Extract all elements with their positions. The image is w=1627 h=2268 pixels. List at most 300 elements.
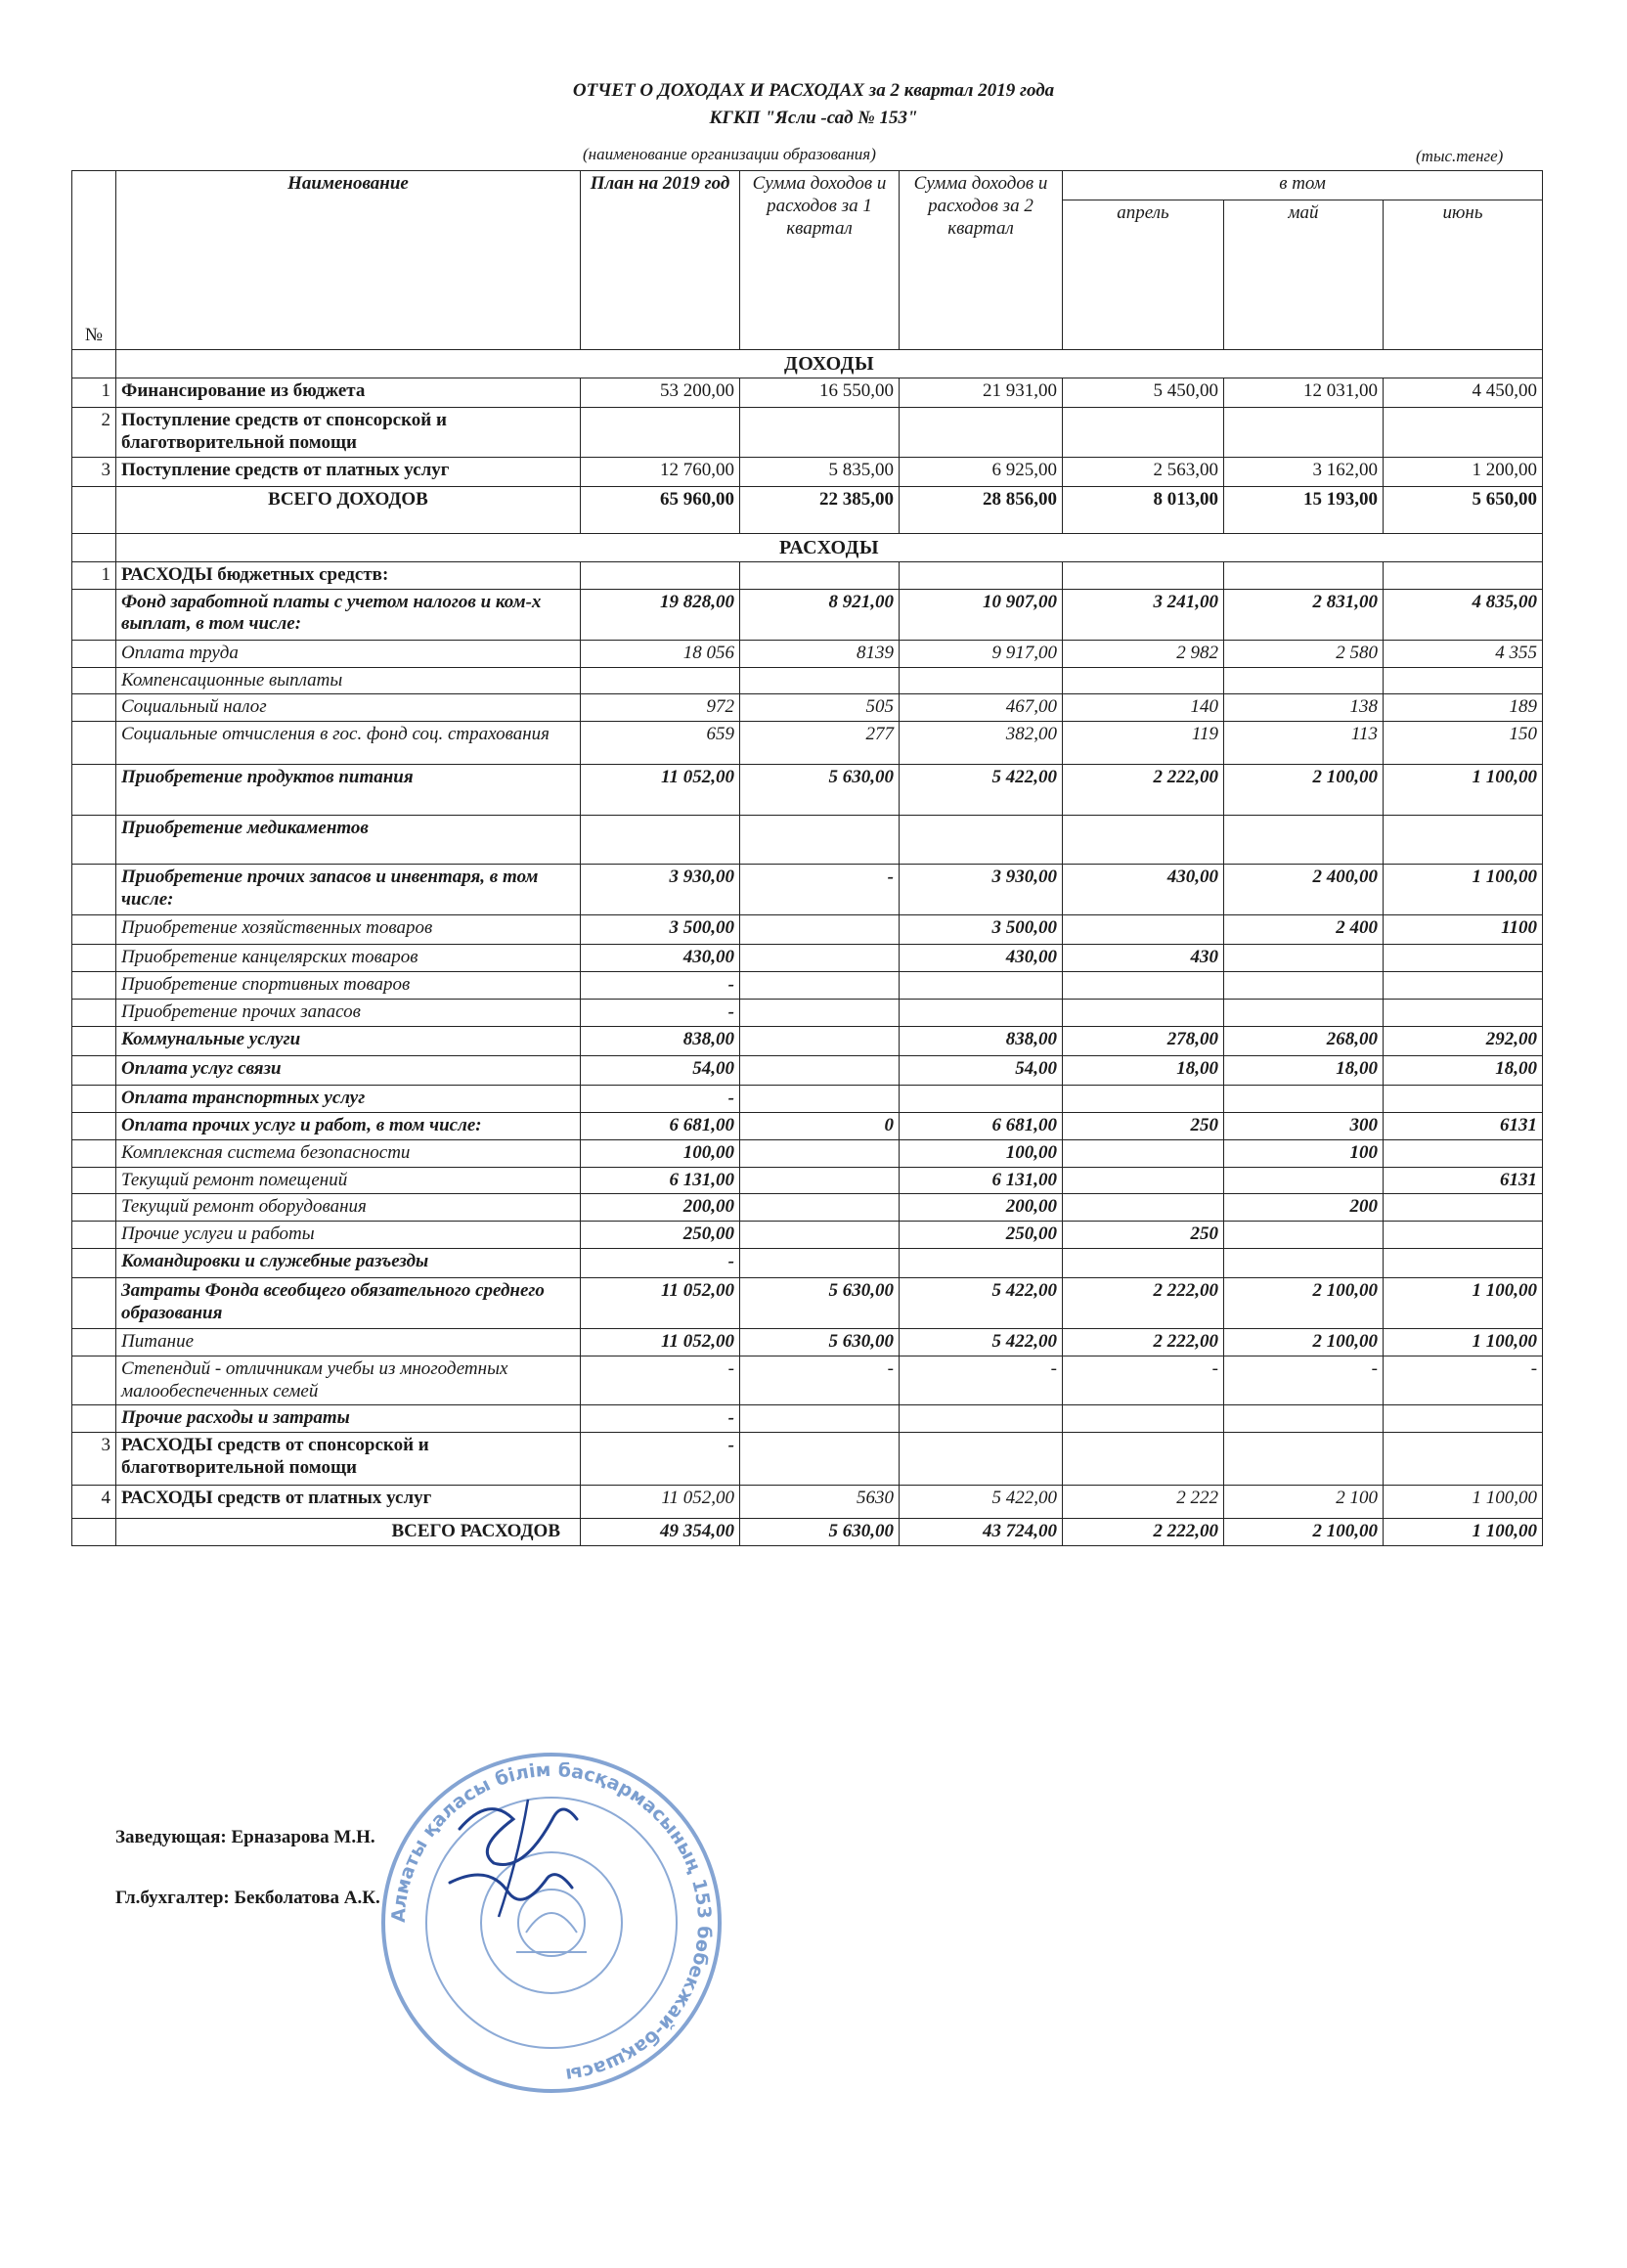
row-value-q2: 5 422,00 xyxy=(900,765,1063,816)
row-value-jun xyxy=(1384,1222,1543,1249)
income-rows xyxy=(72,378,1543,487)
row-value-q2 xyxy=(900,1248,1063,1277)
row-value-q2 xyxy=(900,408,1063,458)
expense-row xyxy=(72,865,1543,915)
income-total-april: 8 013,00 xyxy=(1063,486,1224,533)
row-value-q2 xyxy=(900,816,1063,865)
row-value-q1: 277 xyxy=(740,722,900,765)
expense-row xyxy=(72,1248,1543,1277)
row-value-may: 3 162,00 xyxy=(1224,457,1384,486)
row-value-jun xyxy=(1384,1433,1543,1486)
row-name: Компенсационные выплаты xyxy=(116,667,581,694)
expense-row xyxy=(72,640,1543,667)
row-number xyxy=(72,667,116,694)
row-value-plan: 430,00 xyxy=(581,945,740,972)
row-value-apr xyxy=(1063,1248,1224,1277)
row-value-jun xyxy=(1384,561,1543,589)
row-value-apr xyxy=(1063,1139,1224,1167)
income-row xyxy=(72,408,1543,458)
row-value-jun xyxy=(1384,1000,1543,1027)
row-value-plan: 11 052,00 xyxy=(581,1486,740,1519)
row-value-jun xyxy=(1384,1248,1543,1277)
income-row xyxy=(72,457,1543,486)
expense-row xyxy=(72,667,1543,694)
row-value-plan xyxy=(581,561,740,589)
row-value-plan: 54,00 xyxy=(581,1056,740,1086)
row-value-apr: 250 xyxy=(1063,1112,1224,1139)
row-value-plan: 3 930,00 xyxy=(581,865,740,915)
row-value-q1: 5 630,00 xyxy=(740,1277,900,1328)
row-value-may xyxy=(1224,1248,1384,1277)
income-total-plan: 65 960,00 xyxy=(581,486,740,533)
row-value-q2 xyxy=(900,561,1063,589)
income-total-q1: 22 385,00 xyxy=(740,486,900,533)
row-number: 1 xyxy=(72,561,116,589)
row-value-apr: 140 xyxy=(1063,694,1224,722)
expense-row xyxy=(72,1433,1543,1486)
row-value-plan: - xyxy=(581,1086,740,1113)
expense-row xyxy=(72,1139,1543,1167)
row-name: Текущий ремонт оборудования xyxy=(116,1194,581,1222)
expense-section-row xyxy=(72,533,1543,561)
row-value-jun xyxy=(1384,945,1543,972)
row-number xyxy=(72,1277,116,1328)
row-value-may: 300 xyxy=(1224,1112,1384,1139)
row-value-q2: 10 907,00 xyxy=(900,589,1063,640)
row-value-q2: 6 925,00 xyxy=(900,457,1063,486)
row-name: Питание xyxy=(116,1328,581,1356)
expense-row xyxy=(72,1405,1543,1433)
row-value-plan: 19 828,00 xyxy=(581,589,740,640)
row-value-q1: - xyxy=(740,1356,900,1405)
expense-rows xyxy=(72,561,1543,1519)
row-name: Финансирование из бюджета xyxy=(116,378,581,408)
row-value-q1: 16 550,00 xyxy=(740,378,900,408)
col-may-header: май xyxy=(1224,200,1384,350)
row-value-jun: 6131 xyxy=(1384,1112,1543,1139)
row-value-q2 xyxy=(900,1000,1063,1027)
row-number xyxy=(72,1328,116,1356)
row-value-jun: 1100 xyxy=(1384,915,1543,945)
row-value-apr xyxy=(1063,972,1224,1000)
expense-row xyxy=(72,1222,1543,1249)
row-value-q2: 250,00 xyxy=(900,1222,1063,1249)
accountant-signature-line: Гл.бухгалтер: Бекболатова А.К. xyxy=(115,1888,380,1908)
row-value-may: 2 100 xyxy=(1224,1486,1384,1519)
row-value-q2: 6 131,00 xyxy=(900,1167,1063,1194)
expense-total-april: 2 222,00 xyxy=(1063,1519,1224,1546)
row-name: Социальные отчисления в гос. фонд соц. страхования xyxy=(116,722,581,765)
stamp-text: Алматы қаласы білім басқармасының 153 бөбекжай-бақшасы xyxy=(387,1758,716,2086)
row-value-jun: - xyxy=(1384,1356,1543,1405)
row-number xyxy=(72,722,116,765)
row-value-q1 xyxy=(740,1222,900,1249)
col-q1-header: Сумма доходов и расходов за 1 квартал xyxy=(740,171,900,350)
expense-total-june: 1 100,00 xyxy=(1384,1519,1543,1546)
row-value-q1: 8 921,00 xyxy=(740,589,900,640)
row-value-q1 xyxy=(740,945,900,972)
expense-total-plan: 49 354,00 xyxy=(581,1519,740,1546)
row-value-may: 2 580 xyxy=(1224,640,1384,667)
row-value-q2: 54,00 xyxy=(900,1056,1063,1086)
row-value-may: 2 400,00 xyxy=(1224,865,1384,915)
header-row-1 xyxy=(72,171,1543,200)
expense-row xyxy=(72,1356,1543,1405)
row-name: Оплата труда xyxy=(116,640,581,667)
row-name: Приобретение спортивных товаров xyxy=(116,972,581,1000)
row-value-jun: 1 100,00 xyxy=(1384,1328,1543,1356)
row-value-may: 12 031,00 xyxy=(1224,378,1384,408)
income-total-may: 15 193,00 xyxy=(1224,486,1384,533)
row-name-rest: бюджетных средств: xyxy=(212,563,389,585)
row-value-may xyxy=(1224,408,1384,458)
row-value-may: 2 100,00 xyxy=(1224,1277,1384,1328)
row-value-apr: 2 222 xyxy=(1063,1486,1224,1519)
row-number xyxy=(72,915,116,945)
row-value-may: 2 100,00 xyxy=(1224,1328,1384,1356)
row-value-q2: 200,00 xyxy=(900,1194,1063,1222)
expense-total-row xyxy=(72,1519,1543,1546)
row-name: Коммунальные услуги xyxy=(116,1027,581,1056)
row-value-may xyxy=(1224,561,1384,589)
expense-row xyxy=(72,1056,1543,1086)
row-value-q2 xyxy=(900,667,1063,694)
row-number xyxy=(72,1112,116,1139)
row-value-q1 xyxy=(740,1000,900,1027)
row-value-plan: 53 200,00 xyxy=(581,378,740,408)
col-q2-header: Сумма доходов и расходов за 2 квартал xyxy=(900,171,1063,350)
row-value-jun: 1 100,00 xyxy=(1384,865,1543,915)
row-number: 2 xyxy=(72,408,116,458)
row-value-may xyxy=(1224,972,1384,1000)
row-value-q2: 3 930,00 xyxy=(900,865,1063,915)
row-value-plan: 11 052,00 xyxy=(581,765,740,816)
income-total-label: ВСЕГО ДОХОДОВ xyxy=(116,486,581,533)
row-number xyxy=(72,765,116,816)
row-value-jun xyxy=(1384,1086,1543,1113)
row-number xyxy=(72,1194,116,1222)
row-value-plan: - xyxy=(581,1405,740,1433)
row-number: 4 xyxy=(72,1486,116,1519)
row-value-plan: - xyxy=(581,1000,740,1027)
row-name: Прочие услуги и работы xyxy=(116,1222,581,1249)
row-value-may: 100 xyxy=(1224,1139,1384,1167)
row-value-apr xyxy=(1063,1000,1224,1027)
row-value-may xyxy=(1224,1000,1384,1027)
expense-row xyxy=(72,1328,1543,1356)
row-value-plan: 6 131,00 xyxy=(581,1167,740,1194)
row-value-q1 xyxy=(740,1248,900,1277)
row-value-q1: 0 xyxy=(740,1112,900,1139)
row-value-apr: 278,00 xyxy=(1063,1027,1224,1056)
row-value-jun: 1 100,00 xyxy=(1384,765,1543,816)
row-value-q1: 5 630,00 xyxy=(740,765,900,816)
row-value-apr: 3 241,00 xyxy=(1063,589,1224,640)
row-name xyxy=(116,561,581,589)
row-value-q1 xyxy=(740,1086,900,1113)
row-value-jun xyxy=(1384,1405,1543,1433)
row-value-jun: 18,00 xyxy=(1384,1056,1543,1086)
row-name: Приобретение медикаментов xyxy=(116,816,581,865)
row-value-jun: 1 100,00 xyxy=(1384,1277,1543,1328)
row-name: Поступление средств от спонсорской и благотворительной помощи xyxy=(116,408,581,458)
row-value-may: - xyxy=(1224,1356,1384,1405)
row-value-q2: 838,00 xyxy=(900,1027,1063,1056)
row-value-q2 xyxy=(900,1086,1063,1113)
row-value-q1 xyxy=(740,667,900,694)
row-name-rest: средств от платных услуг xyxy=(212,1488,432,1509)
row-name-emphasis: РАСХОДЫ xyxy=(121,1435,213,1456)
row-value-q1 xyxy=(740,1433,900,1486)
row-value-jun: 1 200,00 xyxy=(1384,457,1543,486)
report-table xyxy=(71,170,1543,1546)
row-value-may xyxy=(1224,1433,1384,1486)
row-number xyxy=(72,945,116,972)
row-value-apr: 2 222,00 xyxy=(1063,765,1224,816)
row-name: Приобретение канцелярских товаров xyxy=(116,945,581,972)
row-value-plan: 200,00 xyxy=(581,1194,740,1222)
row-value-apr xyxy=(1063,915,1224,945)
row-number xyxy=(72,589,116,640)
row-name: Приобретение хозяйственных товаров xyxy=(116,915,581,945)
row-number xyxy=(72,694,116,722)
expense-row xyxy=(72,945,1543,972)
row-value-may: 113 xyxy=(1224,722,1384,765)
row-value-apr: 2 982 xyxy=(1063,640,1224,667)
row-name: Приобретение прочих запасов и инвентаря, в том числе: xyxy=(116,865,581,915)
row-value-q1: 505 xyxy=(740,694,900,722)
row-value-q1 xyxy=(740,1027,900,1056)
row-value-plan: 972 xyxy=(581,694,740,722)
row-value-q2: 5 422,00 xyxy=(900,1328,1063,1356)
row-value-plan: 3 500,00 xyxy=(581,915,740,945)
row-value-jun xyxy=(1384,816,1543,865)
row-value-apr: 18,00 xyxy=(1063,1056,1224,1086)
row-value-may xyxy=(1224,1086,1384,1113)
row-value-q1 xyxy=(740,1405,900,1433)
row-value-apr: 2 222,00 xyxy=(1063,1328,1224,1356)
row-name: Степендий - отличникам учебы из многодетных малообеспеченных семей xyxy=(116,1356,581,1405)
row-value-plan: - xyxy=(581,1356,740,1405)
expense-row xyxy=(72,1112,1543,1139)
row-value-apr: 430 xyxy=(1063,945,1224,972)
row-value-plan: 11 052,00 xyxy=(581,1328,740,1356)
row-number xyxy=(72,1139,116,1167)
row-value-jun xyxy=(1384,667,1543,694)
row-name xyxy=(116,1486,581,1519)
handwritten-signature xyxy=(420,1790,616,1927)
expense-row xyxy=(72,1194,1543,1222)
row-value-may xyxy=(1224,945,1384,972)
row-value-q1: 8139 xyxy=(740,640,900,667)
expense-row xyxy=(72,1027,1543,1056)
row-value-apr: 430,00 xyxy=(1063,865,1224,915)
head-signature-line: Заведующая: Ерназарова М.Н. xyxy=(115,1827,375,1847)
row-value-jun xyxy=(1384,972,1543,1000)
row-value-q1 xyxy=(740,1139,900,1167)
row-value-q1: 5 630,00 xyxy=(740,1328,900,1356)
row-value-apr xyxy=(1063,1194,1224,1222)
row-number xyxy=(72,1027,116,1056)
row-value-jun: 189 xyxy=(1384,694,1543,722)
row-value-apr xyxy=(1063,1433,1224,1486)
expense-total-q1: 5 630,00 xyxy=(740,1519,900,1546)
income-total-row xyxy=(72,486,1543,533)
row-value-apr: 5 450,00 xyxy=(1063,378,1224,408)
row-value-q2: - xyxy=(900,1356,1063,1405)
expense-row xyxy=(72,816,1543,865)
row-value-apr xyxy=(1063,561,1224,589)
row-value-q1 xyxy=(740,1056,900,1086)
row-value-plan: 659 xyxy=(581,722,740,765)
row-value-jun: 1 100,00 xyxy=(1384,1486,1543,1519)
row-number: 1 xyxy=(72,378,116,408)
row-number xyxy=(72,640,116,667)
row-number xyxy=(72,1056,116,1086)
row-value-q1 xyxy=(740,972,900,1000)
row-value-jun xyxy=(1384,408,1543,458)
expense-row xyxy=(72,589,1543,640)
row-value-q2 xyxy=(900,972,1063,1000)
row-name-emphasis: РАСХОДЫ xyxy=(121,563,213,585)
expense-total-q2: 43 724,00 xyxy=(900,1519,1063,1546)
row-value-q2: 21 931,00 xyxy=(900,378,1063,408)
expense-row xyxy=(72,1167,1543,1194)
row-value-q2: 430,00 xyxy=(900,945,1063,972)
row-value-plan xyxy=(581,667,740,694)
expense-total-may: 2 100,00 xyxy=(1224,1519,1384,1546)
row-value-apr: - xyxy=(1063,1356,1224,1405)
row-number xyxy=(72,1167,116,1194)
row-number xyxy=(72,1356,116,1405)
row-value-apr xyxy=(1063,1167,1224,1194)
row-value-may: 18,00 xyxy=(1224,1056,1384,1086)
organization-title: КГКП "Ясли -сад № 153" xyxy=(709,108,918,128)
row-value-jun xyxy=(1384,1139,1543,1167)
row-name: Командировки и служебные разъезды xyxy=(116,1248,581,1277)
row-number xyxy=(72,1405,116,1433)
row-value-jun xyxy=(1384,1194,1543,1222)
row-value-q1 xyxy=(740,408,900,458)
row-value-q1: - xyxy=(740,865,900,915)
row-value-q2: 467,00 xyxy=(900,694,1063,722)
row-name: Оплата услуг связи xyxy=(116,1056,581,1086)
expense-row xyxy=(72,765,1543,816)
row-value-plan: - xyxy=(581,1248,740,1277)
row-value-may: 2 100,00 xyxy=(1224,765,1384,816)
row-name: Фонд заработной платы с учетом налогов и ком-х выплат, в том числе: xyxy=(116,589,581,640)
row-value-q2: 6 681,00 xyxy=(900,1112,1063,1139)
row-value-may xyxy=(1224,1405,1384,1433)
row-number xyxy=(72,865,116,915)
row-value-jun: 4 450,00 xyxy=(1384,378,1543,408)
row-value-plan: 18 056 xyxy=(581,640,740,667)
row-value-apr: 250 xyxy=(1063,1222,1224,1249)
row-value-q2: 9 917,00 xyxy=(900,640,1063,667)
row-value-apr xyxy=(1063,667,1224,694)
row-value-apr: 2 222,00 xyxy=(1063,1277,1224,1328)
row-value-jun: 292,00 xyxy=(1384,1027,1543,1056)
row-name: Приобретение прочих запасов xyxy=(116,1000,581,1027)
row-name-emphasis: РАСХОДЫ xyxy=(121,1488,213,1509)
expense-row xyxy=(72,1000,1543,1027)
row-name: Приобретение продуктов питания xyxy=(116,765,581,816)
org-note: (наименование организации образования) xyxy=(583,145,876,163)
row-value-jun: 150 xyxy=(1384,722,1543,765)
income-row xyxy=(72,378,1543,408)
row-name: Текущий ремонт помещений xyxy=(116,1167,581,1194)
row-number xyxy=(72,816,116,865)
row-name: Комплексная система безопасности xyxy=(116,1139,581,1167)
row-value-apr xyxy=(1063,816,1224,865)
row-value-may: 200 xyxy=(1224,1194,1384,1222)
row-number xyxy=(72,1086,116,1113)
row-value-q2 xyxy=(900,1433,1063,1486)
expense-row xyxy=(72,561,1543,589)
row-name: Поступление средств от платных услуг xyxy=(116,457,581,486)
row-name: Социальный налог xyxy=(116,694,581,722)
col-plan-header: План на 2019 год xyxy=(581,171,740,350)
row-value-plan: 11 052,00 xyxy=(581,1277,740,1328)
income-section-row xyxy=(72,350,1543,378)
row-name xyxy=(116,1433,581,1486)
row-value-jun: 4 355 xyxy=(1384,640,1543,667)
expense-total-label: ВСЕГО РАСХОДОВ xyxy=(116,1519,581,1546)
row-value-q2: 5 422,00 xyxy=(900,1277,1063,1328)
row-value-jun: 6131 xyxy=(1384,1167,1543,1194)
row-name: Прочие расходы и затраты xyxy=(116,1405,581,1433)
row-value-apr: 2 563,00 xyxy=(1063,457,1224,486)
expense-row xyxy=(72,1086,1543,1113)
row-value-may: 138 xyxy=(1224,694,1384,722)
col-june-header: июнь xyxy=(1384,200,1543,350)
row-value-q2 xyxy=(900,1405,1063,1433)
expense-row xyxy=(72,694,1543,722)
row-value-q1 xyxy=(740,816,900,865)
expense-row xyxy=(72,972,1543,1000)
row-value-plan: 6 681,00 xyxy=(581,1112,740,1139)
row-number: 3 xyxy=(72,1433,116,1486)
row-number xyxy=(72,972,116,1000)
row-value-may: 2 400 xyxy=(1224,915,1384,945)
row-value-plan xyxy=(581,408,740,458)
row-number xyxy=(72,1248,116,1277)
row-name-rest: средств от спонсорской и благотворительной помощи xyxy=(121,1435,429,1478)
row-value-plan: 12 760,00 xyxy=(581,457,740,486)
row-number xyxy=(72,1222,116,1249)
row-value-q1 xyxy=(740,1194,900,1222)
row-value-apr xyxy=(1063,1405,1224,1433)
row-value-q2: 100,00 xyxy=(900,1139,1063,1167)
row-value-q2: 5 422,00 xyxy=(900,1486,1063,1519)
row-value-plan: - xyxy=(581,1433,740,1486)
expense-section-label: РАСХОДЫ xyxy=(116,533,1543,561)
row-value-q1: 5630 xyxy=(740,1486,900,1519)
row-value-q1: 5 835,00 xyxy=(740,457,900,486)
income-total-june: 5 650,00 xyxy=(1384,486,1543,533)
income-section-label: ДОХОДЫ xyxy=(116,350,1543,378)
row-value-may: 2 831,00 xyxy=(1224,589,1384,640)
row-value-q1 xyxy=(740,1167,900,1194)
row-value-apr xyxy=(1063,1086,1224,1113)
row-value-plan xyxy=(581,816,740,865)
row-value-may: 268,00 xyxy=(1224,1027,1384,1056)
row-value-may xyxy=(1224,816,1384,865)
col-no-header: № xyxy=(72,171,116,350)
row-value-jun: 4 835,00 xyxy=(1384,589,1543,640)
expense-row xyxy=(72,1277,1543,1328)
row-name: Затраты Фонда всеобщего обязательного среднего образования xyxy=(116,1277,581,1328)
